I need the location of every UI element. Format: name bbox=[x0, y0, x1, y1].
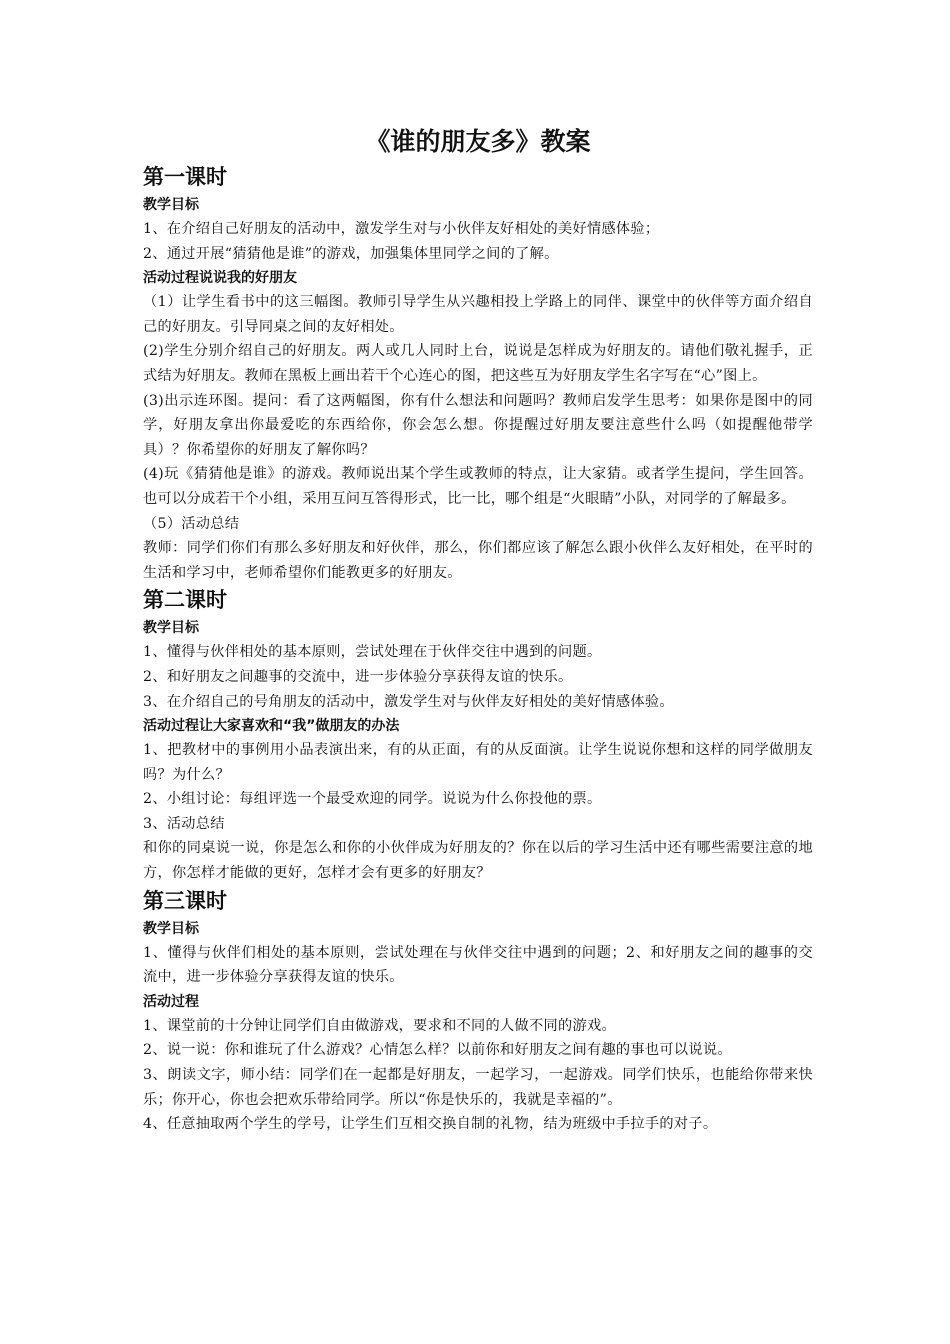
paragraph: 2、和好朋友之间趣事的交流中，进一步体验分享获得友谊的快乐。 bbox=[143, 668, 573, 685]
paragraph: (2)学生分别介绍自己的好朋友。两人或几人同时上台，说说是怎样成为好朋友的。请他们敬礼握手，正式结为好朋友。教师在黑板上画出若干个心连心的图，把这些互为好朋友学生名字写在“心”图上。 bbox=[143, 343, 813, 384]
document-title: 《谁的朋友多》教案 bbox=[365, 127, 591, 156]
lesson-heading-2: 第二课时 bbox=[143, 588, 227, 613]
paragraph: 教师：同学们你们有那么多好朋友和好伙伴，那么，你们都应该了解怎么跟小伙伴么友好相处，在平时的生活和学习中，老师希望你们能教更多的好朋友。 bbox=[143, 540, 813, 581]
paragraph: 2、通过开展“猜猜他是谁”的游戏，加强集体里同学之间的了解。 bbox=[143, 245, 559, 262]
lesson-heading-3: 第三课时 bbox=[143, 888, 227, 913]
document-content bbox=[143, 124, 813, 1137]
paragraph: 1、懂得与伙伴相处的基本原则，尝试处理在于伙伴交往中遇到的问题。 bbox=[143, 644, 602, 661]
section-heading: 教学目标 bbox=[143, 920, 199, 937]
section-heading: 活动过程让大家喜欢和“我”做朋友的办法 bbox=[143, 718, 400, 735]
paragraph: 3、活动总结 bbox=[143, 815, 225, 832]
paragraph: 4、任意抽取两个学生的学号，让学生们互相交换自制的礼物，结为班级中手拉手的对子。 bbox=[143, 1116, 718, 1133]
paragraph: 和你的同桌说一说，你是怎么和你的小伙伴成为好朋友的？你在以后的学习生活中还有哪些需要注意的地方，你怎样才能做的更好，怎样才会有更多的好朋友？ bbox=[143, 840, 813, 882]
paragraph: 3、在介绍自己的号角朋友的活动中，激发学生对与伙伴友好相处的美好情感体验。 bbox=[143, 693, 674, 710]
lesson-heading-1: 第一课时 bbox=[143, 165, 227, 189]
paragraph: 1、课堂前的十分钟让同学们自由做游戏，要求和不同的人做不同的游戏。 bbox=[143, 1017, 616, 1034]
section-heading: 活动过程 bbox=[143, 993, 199, 1010]
section-heading: 教学目标 bbox=[143, 620, 199, 637]
paragraph: (4)玩《猜猜他是谁》的游戏。教师说出某个学生或教师的特点，让大家猜。或者学生提问，学生回答。也可以分成若干个小组，采用互问互答得形式，比一比，哪个组是“火眼睛”小队，对同学的了解最多。 bbox=[143, 466, 813, 507]
paragraph: 2、小组讨论：每组评选一个最受欢迎的同学。说说为什么你投他的票。 bbox=[143, 791, 602, 808]
paragraph: 1、懂得与伙伴们相处的基本原则，尝试处理在与伙伴交往中遇到的问题；2、和好朋友之间的趣事的交流中，进一步体验分享获得友谊的快乐。 bbox=[143, 944, 813, 986]
paragraph: 2、说一说：你和谁玩了什么游戏？心情怎么样？以前你和好朋友之间有趣的事也可以说说。 bbox=[143, 1042, 732, 1059]
paragraph: (3)出示连环图。提问：看了这两幅图，你有什么想法和问题吗？教师启发学生思考：如果你是图中的同学，好朋友拿出你最爱吃的东西给你，你会怎么想。你提醒过好朋友要注意些什么吗（如提醒他带学具）？你希望你的好朋友了解你吗？ bbox=[143, 392, 813, 458]
paragraph: （1）让学生看书中的这三幅图。教师引导学生从兴趣相投上学路上的同伴、课堂中的伙伴等方面介绍自己的好朋友。引导同桌之间的友好相处。 bbox=[143, 294, 813, 335]
paragraph: 1、在介绍自己好朋友的活动中，激发学生对与小伙伴友好相处的美好情感体验； bbox=[143, 221, 660, 237]
section-heading: 教学目标 bbox=[143, 197, 199, 213]
paragraph: 3、朗读文字，师小结：同学们在一起都是好朋友，一起学习，一起游戏。同学们快乐，也能给你带来快乐；你开心，你也会把欢乐带给同学。所以“你是快乐的，我就是幸福的”。 bbox=[143, 1067, 813, 1108]
paragraph: 1、把教材中的事例用小品表演出来，有的从正面，有的从反面演。让学生说说你想和这样的同学做朋友吗？为什么？ bbox=[143, 742, 813, 783]
paragraph: （5）活动总结 bbox=[143, 515, 240, 532]
section-heading: 活动过程说说我的好朋友 bbox=[143, 270, 297, 287]
